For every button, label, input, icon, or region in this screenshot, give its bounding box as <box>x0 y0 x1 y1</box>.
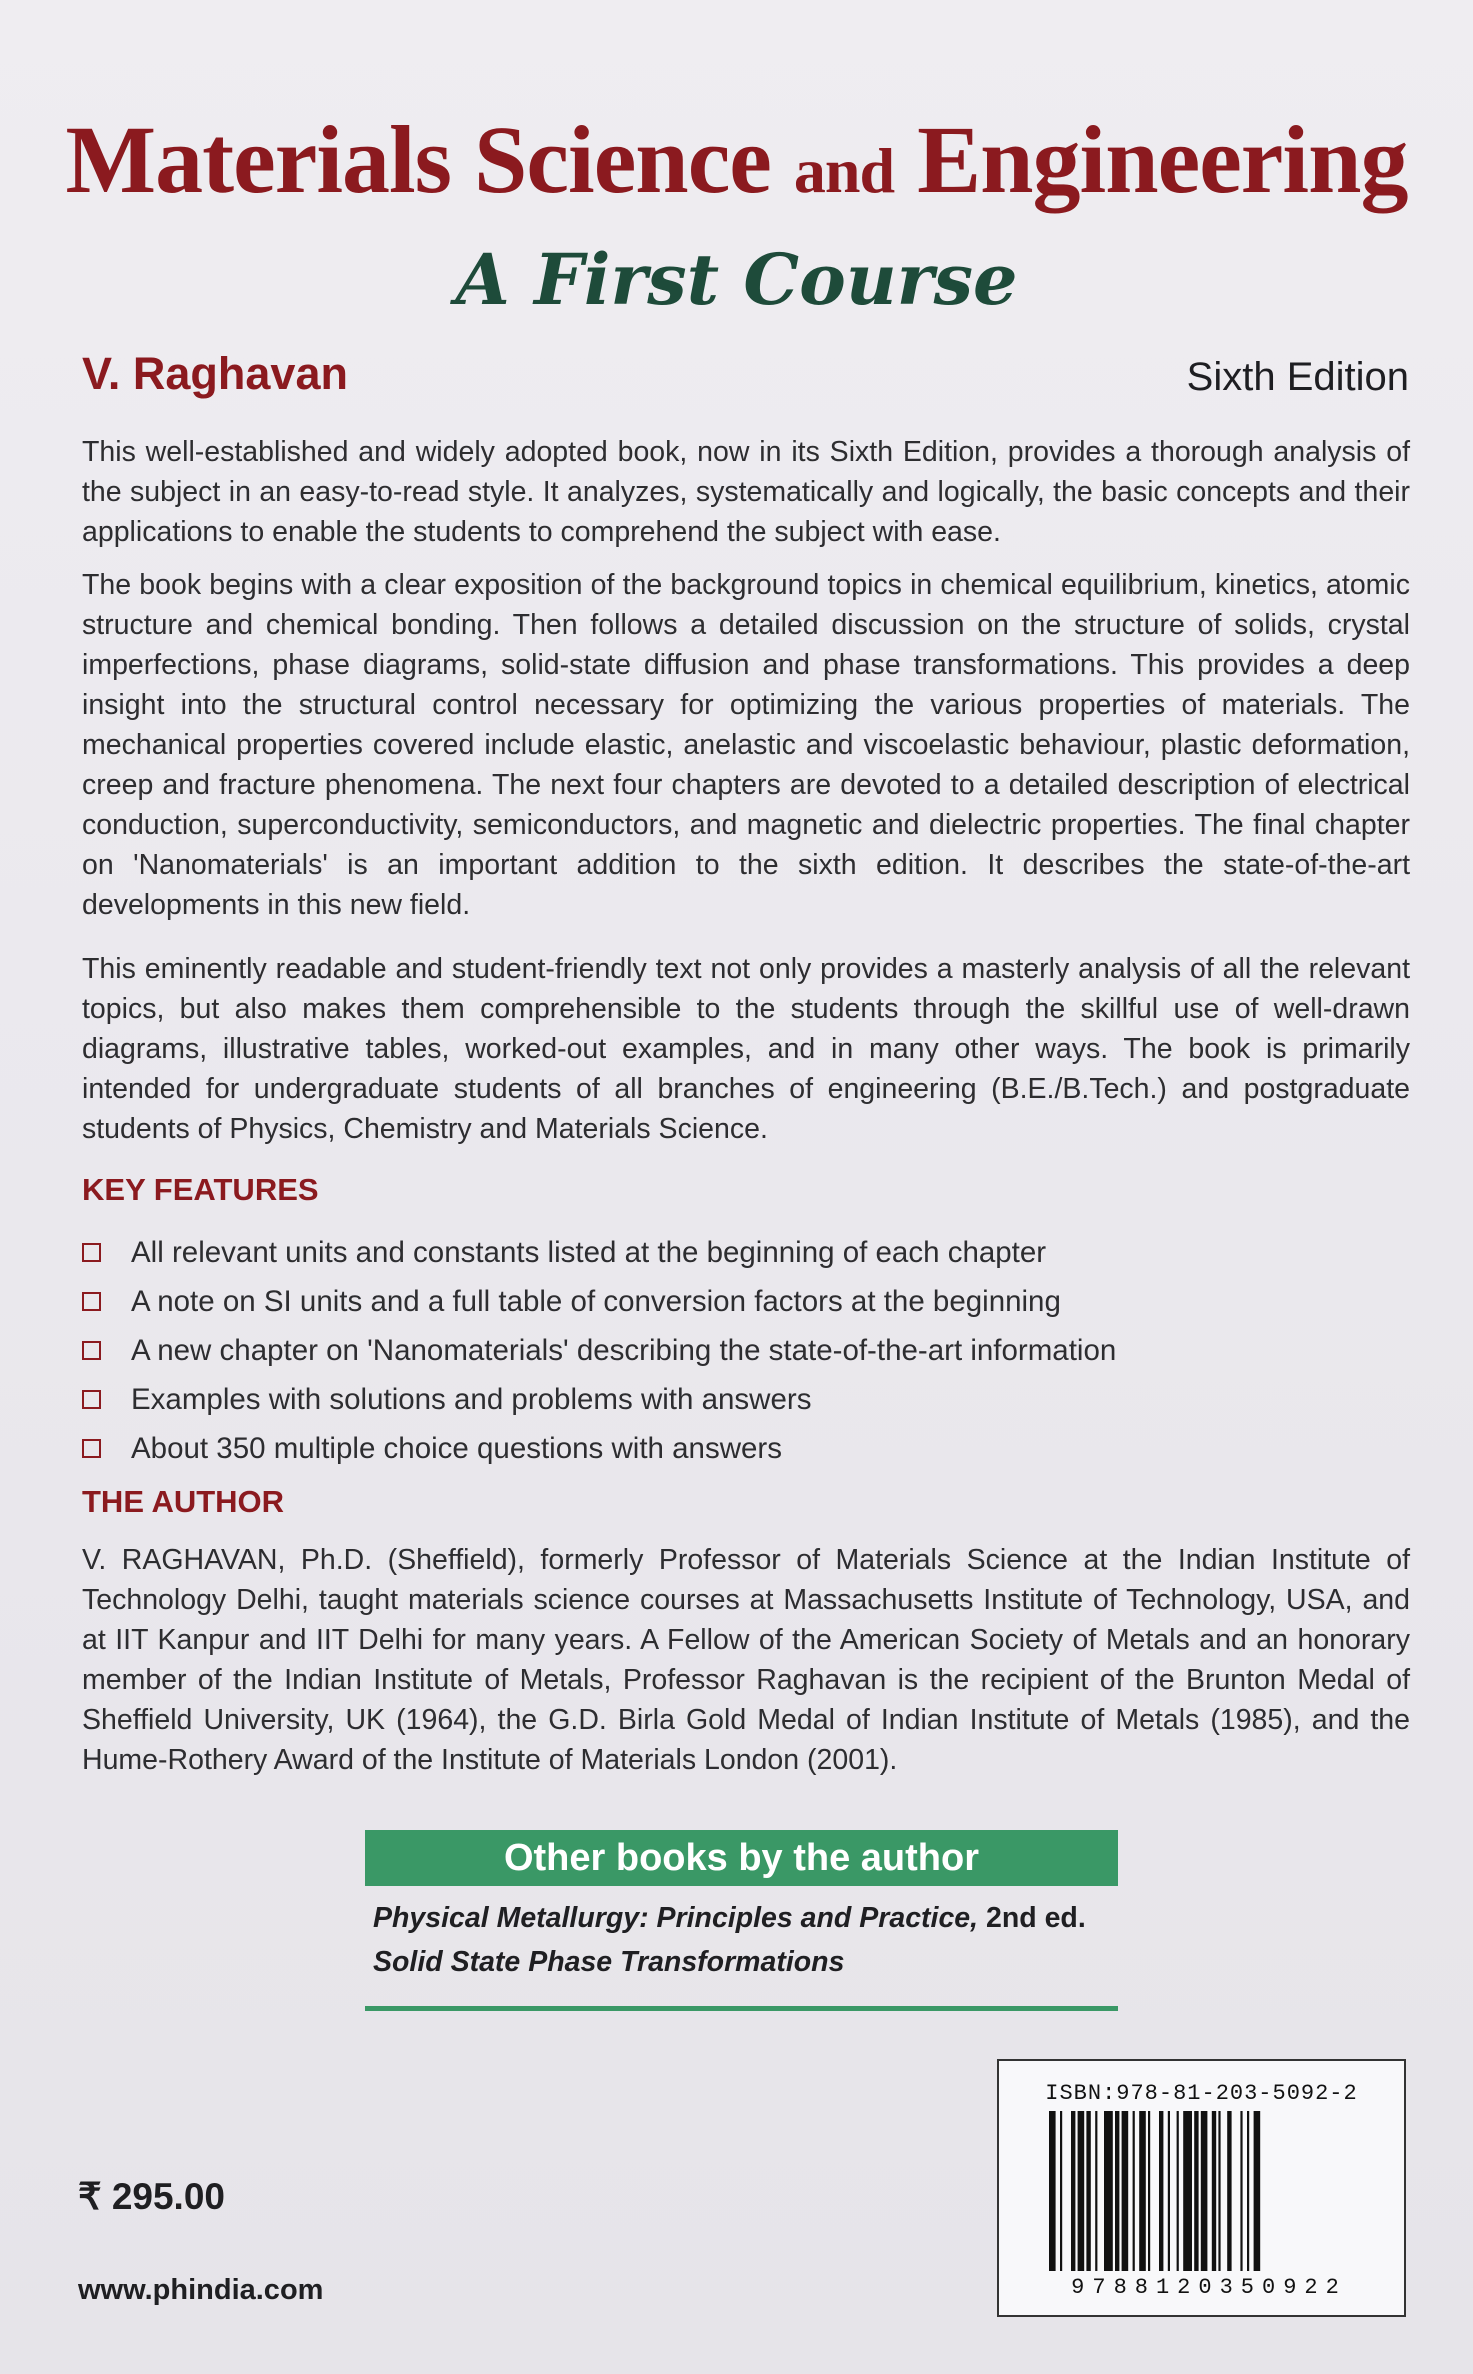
barcode-bar <box>1194 2111 1198 2271</box>
other-books-heading: Other books by the author <box>365 1830 1118 1886</box>
feature-item <box>82 1375 1116 1424</box>
other-books-list <box>365 1886 1118 1984</box>
barcode-bar <box>1168 2111 1170 2271</box>
barcode-bar <box>1115 2111 1119 2271</box>
checkbox-bullet-icon <box>82 1341 101 1360</box>
feature-text: A note on SI units and a full table of conversion factors at the beginning <box>131 1284 1061 1318</box>
barcode-bar <box>1122 2111 1129 2271</box>
feature-item <box>82 1277 1116 1326</box>
barcode-bar <box>1218 2111 1220 2271</box>
other-books-box <box>365 1830 1118 2011</box>
feature-text: A new chapter on 'Nanomaterials' describing the state-of-the-art information <box>131 1333 1117 1367</box>
barcode-bar <box>1095 2111 1097 2271</box>
barcode-bar <box>1254 2111 1261 2271</box>
barcode-bar <box>1201 2111 1208 2271</box>
barcode-bar <box>1078 2111 1085 2271</box>
price: ₹ 295.00 <box>78 2176 225 2217</box>
barcode-digits: 9788120350922 <box>1071 2275 1347 2300</box>
barcode-bar <box>1159 2111 1163 2271</box>
key-features-list <box>82 1228 1116 1473</box>
feature-item <box>82 1228 1116 1277</box>
other-book-item <box>373 1896 1110 1940</box>
checkbox-bullet-icon <box>82 1243 101 1262</box>
barcode-bar <box>1049 2111 1056 2271</box>
barcode-bar <box>1212 2111 1216 2271</box>
checkbox-bullet-icon <box>82 1292 101 1311</box>
checkbox-bullet-icon <box>82 1439 101 1458</box>
barcode-box <box>997 2059 1406 2317</box>
feature-item <box>82 1326 1116 1375</box>
barcode-bar <box>1148 2111 1150 2271</box>
barcode-bar <box>1183 2111 1192 2271</box>
description-paragraph-2: The book begins with a clear exposition of the background topics in chemical equilibrium, kinetics, atomic structure and chemical bonding. Then follows a detailed discussion on the structure of solids, crystal imperfections, phase diagrams, solid-state diffusion and phase transformations. This provides a deep insight into the structural control necessary for optimizing the various properties of materials. The mechanical properties covered include elastic, anelastic and viscoelastic behaviour, plastic deformation, creep and fracture phenomena. The next four chapters are devoted to a detailed description of electrical conduction, superconductivity, semiconductors, and magnetic and dielectric properties. The final chapter on 'Nanomaterials' is an important addition to the sixth edition. It describes the state-of-the-art developments in this new field. <box>82 569 1410 921</box>
key-features-heading: KEY FEATURES <box>82 1172 319 1207</box>
author-bio: V. RAGHAVAN, Ph.D. (Sheffield), formerly Professor of Materials Science at the Indian Institute of Technology Delhi, taught materials science courses at Massachusetts Institute of Technology, USA, and at IIT Kanpur and IIT Delhi for many years. A Fellow of the American Society of Metals and an honorary member of the Indian Institute of Metals, Professor Raghavan is the recipient of the Brunton Medal of Sheffield University, UK (1964), the G.D. Birla Gold Medal of Indian Institute of Metals (1985), and the Hume-Rothery Award of the Institute of Materials London (2001). <box>82 1544 1410 1776</box>
title-part2: Engineering <box>917 106 1408 213</box>
checkbox-bullet-icon <box>82 1390 101 1409</box>
author-name: V. Raghavan <box>82 348 348 399</box>
title-part1: Materials Science <box>65 106 771 213</box>
description-paragraph-3: This eminently readable and student-friendly text not only provides a masterly analysis of all the relevant topics, but also makes them comprehensible to the students through the skillful use of well-drawn diagrams, illustrative tables, worked-out examples, and in many other ways. The book is primarily intended for undergraduate students of all branches of engineering (B.E./B.Tech.) and postgraduate students of Physics, Chemistry and Materials Science. <box>82 953 1410 1145</box>
barcode-bar <box>1240 2111 1242 2271</box>
title-and: and <box>793 135 895 206</box>
barcode-bar <box>1227 2111 1231 2271</box>
barcode-bar <box>1139 2111 1146 2271</box>
the-author-heading: THE AUTHOR <box>82 1484 285 1519</box>
barcode-bar <box>1071 2111 1075 2271</box>
barcode-bar <box>1247 2111 1249 2271</box>
feature-text: About 350 multiple choice questions with answers <box>131 1431 783 1465</box>
isbn-label: ISBN:978-81-203-5092-2 <box>1045 2081 1358 2106</box>
feature-text: All relevant units and constants listed at the beginning of each chapter <box>131 1235 1047 1269</box>
barcode-bar <box>1086 2111 1090 2271</box>
barcode-bar <box>1060 2111 1062 2271</box>
barcode-icon <box>1049 2111 1355 2271</box>
feature-text: Examples with solutions and problems with answers <box>131 1382 812 1416</box>
divider <box>365 2006 1118 2011</box>
publisher-website: www.phindia.com <box>78 2274 324 2306</box>
book-title <box>0 106 1473 213</box>
other-book-edition: 2nd ed. <box>986 1902 1086 1934</box>
feature-item <box>82 1424 1116 1473</box>
barcode-bar <box>1104 2111 1113 2271</box>
edition-label: Sixth Edition <box>1186 355 1409 399</box>
book-subtitle: A First Course <box>455 238 1018 321</box>
description-paragraph-1: This well-established and widely adopted book, now in its Sixth Edition, provides a thorough analysis of the subject in an easy-to-read style. It analyzes, systematically and logically, the basic concepts and their applications to enable the students to comprehend the subject with ease. <box>82 436 1410 548</box>
other-book-item: Solid State Phase Transformations <box>373 1946 845 1978</box>
barcode-bar <box>1177 2111 1179 2271</box>
other-book-title: Physical Metallurgy: Principles and Practice, <box>373 1902 979 1934</box>
barcode-bar <box>1133 2111 1135 2271</box>
